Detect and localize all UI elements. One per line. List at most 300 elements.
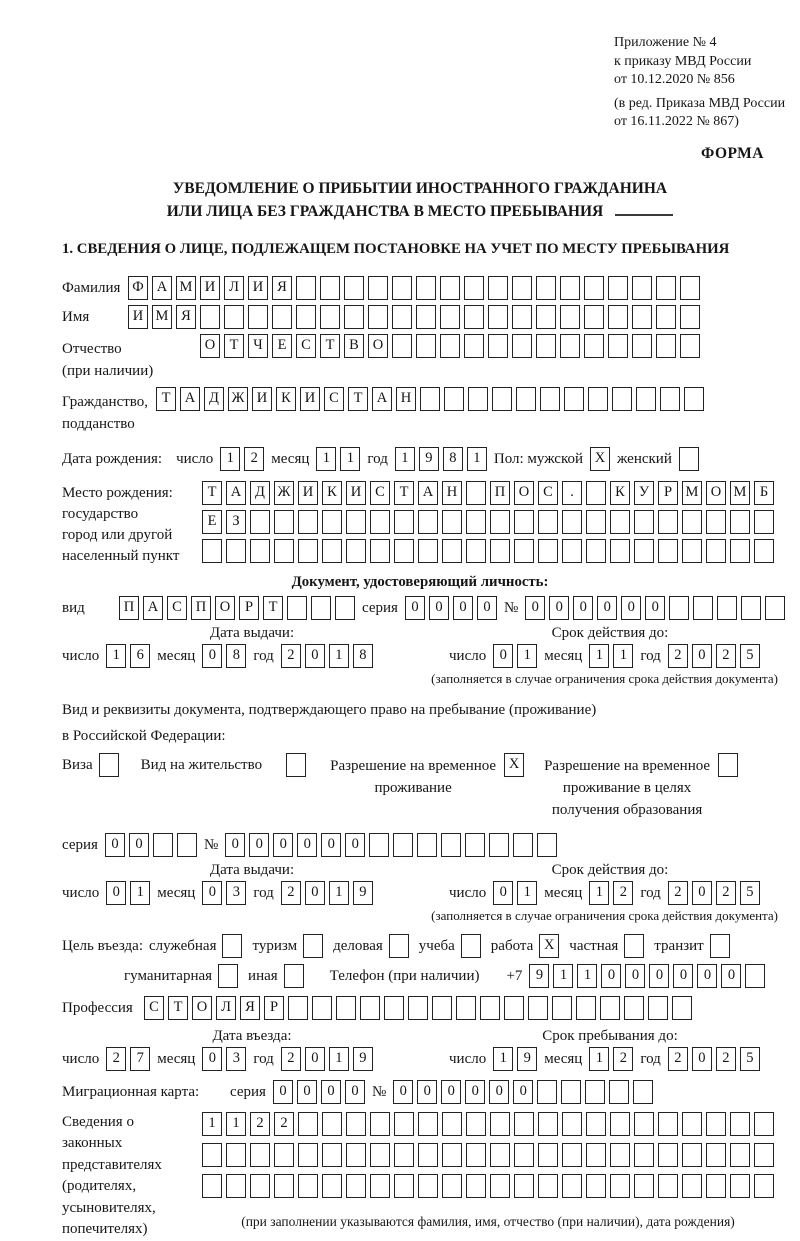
- cell[interactable]: [765, 596, 785, 620]
- cell[interactable]: [370, 1112, 390, 1136]
- purpose-business-checkbox[interactable]: [389, 934, 409, 958]
- cell[interactable]: 0: [721, 964, 741, 988]
- cell[interactable]: 0: [453, 596, 473, 620]
- cell[interactable]: 2: [668, 881, 688, 905]
- cell[interactable]: [536, 276, 556, 300]
- cell[interactable]: [288, 996, 308, 1020]
- cell[interactable]: [682, 1174, 702, 1198]
- cell[interactable]: 1: [467, 447, 487, 471]
- cell[interactable]: [730, 1174, 750, 1198]
- cell[interactable]: [418, 1112, 438, 1136]
- cell[interactable]: [286, 753, 306, 777]
- cell[interactable]: Н: [442, 481, 462, 505]
- cell[interactable]: 1: [220, 447, 240, 471]
- cell[interactable]: [656, 305, 676, 329]
- edu-residence-checkbox[interactable]: [718, 753, 738, 777]
- cell[interactable]: 2: [250, 1112, 270, 1136]
- cell[interactable]: Л: [224, 276, 244, 300]
- cell[interactable]: 0: [273, 1080, 293, 1104]
- cell[interactable]: Р: [658, 481, 678, 505]
- cell[interactable]: [536, 305, 556, 329]
- cell[interactable]: [492, 387, 512, 411]
- cell[interactable]: 0: [405, 596, 425, 620]
- cell[interactable]: [322, 1174, 342, 1198]
- cell[interactable]: [417, 833, 437, 857]
- cell[interactable]: [465, 833, 485, 857]
- cell[interactable]: [418, 539, 438, 563]
- cell[interactable]: [489, 833, 509, 857]
- cell[interactable]: [560, 276, 580, 300]
- cell[interactable]: 7: [130, 1047, 150, 1071]
- cell[interactable]: [552, 996, 572, 1020]
- cell[interactable]: [512, 334, 532, 358]
- cell[interactable]: [442, 539, 462, 563]
- cell[interactable]: [586, 539, 606, 563]
- cell[interactable]: 1: [226, 1112, 246, 1136]
- cell[interactable]: [346, 1112, 366, 1136]
- cell[interactable]: [303, 934, 323, 958]
- cell[interactable]: [584, 276, 604, 300]
- cell[interactable]: [513, 833, 533, 857]
- cell[interactable]: 6: [130, 644, 150, 668]
- cell[interactable]: О: [514, 481, 534, 505]
- birthplace-input-row-3[interactable]: [202, 539, 774, 563]
- cell[interactable]: [322, 510, 342, 534]
- cell[interactable]: [394, 1112, 414, 1136]
- cell[interactable]: Р: [239, 596, 259, 620]
- cell[interactable]: [392, 276, 412, 300]
- cell[interactable]: 9: [517, 1047, 537, 1071]
- cell[interactable]: 0: [429, 596, 449, 620]
- cell[interactable]: 1: [589, 1047, 609, 1071]
- cell[interactable]: 1: [106, 644, 126, 668]
- cell[interactable]: [682, 510, 702, 534]
- cell[interactable]: [706, 1112, 726, 1136]
- cell[interactable]: [389, 934, 409, 958]
- cell[interactable]: [585, 1080, 605, 1104]
- entry-month-input[interactable]: [202, 1047, 246, 1071]
- cell[interactable]: [514, 539, 534, 563]
- cell[interactable]: С: [324, 387, 344, 411]
- cell[interactable]: [634, 510, 654, 534]
- cell[interactable]: 2: [281, 881, 301, 905]
- cell[interactable]: 9: [353, 1047, 373, 1071]
- migration-number-input[interactable]: [393, 1080, 653, 1104]
- doc-valid-year-input[interactable]: [668, 644, 760, 668]
- cell[interactable]: [442, 1112, 462, 1136]
- cell[interactable]: С: [167, 596, 187, 620]
- visa-checkbox[interactable]: [99, 753, 119, 777]
- cell[interactable]: [538, 1174, 558, 1198]
- cell[interactable]: [440, 334, 460, 358]
- cell[interactable]: [536, 334, 556, 358]
- cell[interactable]: 1: [517, 881, 537, 905]
- cell[interactable]: [609, 1080, 629, 1104]
- cell[interactable]: М: [730, 481, 750, 505]
- cell[interactable]: [679, 447, 699, 471]
- cell[interactable]: 0: [305, 881, 325, 905]
- cell[interactable]: X: [539, 934, 559, 958]
- cell[interactable]: 2: [668, 644, 688, 668]
- cell[interactable]: [656, 276, 676, 300]
- cell[interactable]: 0: [513, 1080, 533, 1104]
- cell[interactable]: [416, 305, 436, 329]
- cell[interactable]: [658, 510, 678, 534]
- cell[interactable]: [200, 305, 220, 329]
- cell[interactable]: А: [372, 387, 392, 411]
- patronymic-input[interactable]: [200, 334, 700, 358]
- cell[interactable]: П: [490, 481, 510, 505]
- cell[interactable]: [274, 539, 294, 563]
- cell[interactable]: [384, 996, 404, 1020]
- cell[interactable]: [202, 539, 222, 563]
- name-input[interactable]: [128, 305, 700, 329]
- cell[interactable]: О: [192, 996, 212, 1020]
- cell[interactable]: [610, 1174, 630, 1198]
- cell[interactable]: [392, 334, 412, 358]
- cell[interactable]: 0: [477, 596, 497, 620]
- cell[interactable]: [461, 934, 481, 958]
- cell[interactable]: 0: [202, 881, 222, 905]
- cell[interactable]: [490, 1174, 510, 1198]
- cell[interactable]: [344, 276, 364, 300]
- cell[interactable]: И: [346, 481, 366, 505]
- cell[interactable]: [730, 539, 750, 563]
- cell[interactable]: [745, 964, 765, 988]
- cell[interactable]: [368, 276, 388, 300]
- entry-year-input[interactable]: [281, 1047, 373, 1071]
- cell[interactable]: [633, 1080, 653, 1104]
- cell[interactable]: [177, 833, 197, 857]
- purpose-private-checkbox[interactable]: [624, 934, 644, 958]
- cell[interactable]: 2: [274, 1112, 294, 1136]
- cell[interactable]: [538, 539, 558, 563]
- cell[interactable]: [560, 334, 580, 358]
- doc-number-input[interactable]: [525, 596, 785, 620]
- cell[interactable]: [488, 334, 508, 358]
- cell[interactable]: Д: [250, 481, 270, 505]
- cell[interactable]: М: [152, 305, 172, 329]
- cell[interactable]: [564, 387, 584, 411]
- cell[interactable]: [730, 510, 750, 534]
- cell[interactable]: [311, 596, 331, 620]
- cell[interactable]: И: [300, 387, 320, 411]
- residence-issue-day-input[interactable]: [106, 881, 150, 905]
- cell[interactable]: [672, 996, 692, 1020]
- cell[interactable]: Т: [202, 481, 222, 505]
- cell[interactable]: [298, 510, 318, 534]
- residence-number-input[interactable]: [225, 833, 557, 857]
- cell[interactable]: [480, 996, 500, 1020]
- stay-year-input[interactable]: [668, 1047, 760, 1071]
- cell[interactable]: 2: [668, 1047, 688, 1071]
- cell[interactable]: [394, 539, 414, 563]
- cell[interactable]: А: [152, 276, 172, 300]
- cell[interactable]: 0: [573, 596, 593, 620]
- cell[interactable]: [322, 539, 342, 563]
- cell[interactable]: 0: [697, 964, 717, 988]
- cell[interactable]: 0: [465, 1080, 485, 1104]
- cell[interactable]: [512, 276, 532, 300]
- residence-valid-day-input[interactable]: [493, 881, 537, 905]
- cell[interactable]: [634, 539, 654, 563]
- cell[interactable]: 2: [716, 881, 736, 905]
- purpose-study-checkbox[interactable]: [461, 934, 481, 958]
- cell[interactable]: 1: [316, 447, 336, 471]
- cell[interactable]: [464, 276, 484, 300]
- cell[interactable]: М: [682, 481, 702, 505]
- cell[interactable]: [730, 1112, 750, 1136]
- citizenship-input[interactable]: [156, 387, 704, 411]
- cell[interactable]: [504, 996, 524, 1020]
- cell[interactable]: 0: [417, 1080, 437, 1104]
- cell[interactable]: [440, 305, 460, 329]
- cell[interactable]: [298, 1112, 318, 1136]
- cell[interactable]: [669, 596, 689, 620]
- cell[interactable]: [250, 539, 270, 563]
- stay-month-input[interactable]: [589, 1047, 633, 1071]
- purpose-other-checkbox[interactable]: [284, 964, 304, 988]
- cell[interactable]: [346, 539, 366, 563]
- birth-day-input[interactable]: [220, 447, 264, 471]
- cell[interactable]: З: [226, 510, 246, 534]
- cell[interactable]: Т: [224, 334, 244, 358]
- cell[interactable]: [248, 305, 268, 329]
- cell[interactable]: [658, 1174, 678, 1198]
- cell[interactable]: [336, 996, 356, 1020]
- cell[interactable]: О: [706, 481, 726, 505]
- cell[interactable]: [442, 1174, 462, 1198]
- cell[interactable]: О: [215, 596, 235, 620]
- cell[interactable]: А: [180, 387, 200, 411]
- cell[interactable]: 0: [673, 964, 693, 988]
- birthplace-input-row-2[interactable]: [202, 510, 774, 534]
- cell[interactable]: [370, 1174, 390, 1198]
- cell[interactable]: 0: [273, 833, 293, 857]
- cell[interactable]: [394, 1174, 414, 1198]
- cell[interactable]: [560, 305, 580, 329]
- cell[interactable]: [442, 510, 462, 534]
- surname-input[interactable]: [128, 276, 700, 300]
- cell[interactable]: 0: [493, 644, 513, 668]
- cell[interactable]: 0: [441, 1080, 461, 1104]
- cell[interactable]: [741, 596, 761, 620]
- cell[interactable]: [610, 539, 630, 563]
- cell[interactable]: 1: [553, 964, 573, 988]
- cell[interactable]: [516, 387, 536, 411]
- cell[interactable]: В: [344, 334, 364, 358]
- cell[interactable]: [274, 510, 294, 534]
- cell[interactable]: [320, 305, 340, 329]
- cell[interactable]: [464, 334, 484, 358]
- cell[interactable]: [632, 334, 652, 358]
- cell[interactable]: [272, 305, 292, 329]
- cell[interactable]: [537, 1080, 557, 1104]
- cell[interactable]: [418, 510, 438, 534]
- cell[interactable]: [514, 1174, 534, 1198]
- cell[interactable]: Н: [396, 387, 416, 411]
- cell[interactable]: 2: [613, 1047, 633, 1071]
- cell[interactable]: 9: [419, 447, 439, 471]
- cell[interactable]: А: [226, 481, 246, 505]
- cell[interactable]: [370, 539, 390, 563]
- cell[interactable]: [335, 596, 355, 620]
- cell[interactable]: [634, 1112, 654, 1136]
- cell[interactable]: [346, 1174, 366, 1198]
- cell[interactable]: [680, 276, 700, 300]
- cell[interactable]: 9: [529, 964, 549, 988]
- cell[interactable]: 2: [716, 1047, 736, 1071]
- doc-type-input[interactable]: [119, 596, 355, 620]
- cell[interactable]: Я: [240, 996, 260, 1020]
- purpose-work-checkbox[interactable]: [539, 934, 559, 958]
- cell[interactable]: С: [144, 996, 164, 1020]
- cell[interactable]: [586, 1112, 606, 1136]
- cell[interactable]: [538, 1112, 558, 1136]
- cell[interactable]: К: [276, 387, 296, 411]
- cell[interactable]: [706, 1174, 726, 1198]
- cell[interactable]: [600, 996, 620, 1020]
- cell[interactable]: .: [562, 481, 582, 505]
- cell[interactable]: 0: [345, 833, 365, 857]
- cell[interactable]: [420, 387, 440, 411]
- cell[interactable]: [393, 833, 413, 857]
- cell[interactable]: [296, 276, 316, 300]
- cell[interactable]: [562, 1112, 582, 1136]
- cell[interactable]: П: [119, 596, 139, 620]
- cell[interactable]: [561, 1080, 581, 1104]
- cell[interactable]: Р: [264, 996, 284, 1020]
- cell[interactable]: [490, 539, 510, 563]
- temp-residence-checkbox[interactable]: [504, 753, 524, 777]
- cell[interactable]: [608, 276, 628, 300]
- representatives-input-row-1[interactable]: [202, 1112, 774, 1136]
- cell[interactable]: X: [504, 753, 524, 777]
- cell[interactable]: [608, 305, 628, 329]
- cell[interactable]: [432, 996, 452, 1020]
- cell[interactable]: И: [252, 387, 272, 411]
- cell[interactable]: [754, 510, 774, 534]
- cell[interactable]: [456, 996, 476, 1020]
- sex-male-checkbox[interactable]: [590, 447, 610, 471]
- cell[interactable]: О: [368, 334, 388, 358]
- cell[interactable]: [153, 833, 173, 857]
- cell[interactable]: 0: [649, 964, 669, 988]
- cell[interactable]: Ч: [248, 334, 268, 358]
- doc-valid-month-input[interactable]: [589, 644, 633, 668]
- cell[interactable]: [584, 305, 604, 329]
- cell[interactable]: [296, 305, 316, 329]
- cell[interactable]: [222, 934, 242, 958]
- cell[interactable]: [610, 510, 630, 534]
- cell[interactable]: [466, 481, 486, 505]
- cell[interactable]: [298, 539, 318, 563]
- purpose-tourism-checkbox[interactable]: [303, 934, 323, 958]
- cell[interactable]: [514, 1112, 534, 1136]
- cell[interactable]: [658, 539, 678, 563]
- cell[interactable]: 1: [613, 644, 633, 668]
- cell[interactable]: 1: [329, 881, 349, 905]
- cell[interactable]: 0: [225, 833, 245, 857]
- cell[interactable]: [648, 996, 668, 1020]
- cell[interactable]: [514, 510, 534, 534]
- cell[interactable]: 5: [740, 1047, 760, 1071]
- cell[interactable]: [608, 334, 628, 358]
- cell[interactable]: 1: [202, 1112, 222, 1136]
- cell[interactable]: [490, 510, 510, 534]
- cell[interactable]: Т: [320, 334, 340, 358]
- cell[interactable]: [394, 510, 414, 534]
- birthplace-input-row-1[interactable]: [202, 481, 774, 505]
- cell[interactable]: 0: [105, 833, 125, 857]
- cell[interactable]: [537, 833, 557, 857]
- cell[interactable]: [218, 964, 238, 988]
- cell[interactable]: X: [590, 447, 610, 471]
- cell[interactable]: [710, 934, 730, 958]
- cell[interactable]: Л: [216, 996, 236, 1020]
- cell[interactable]: [588, 387, 608, 411]
- cell[interactable]: [320, 276, 340, 300]
- cell[interactable]: [250, 1174, 270, 1198]
- cell[interactable]: [680, 305, 700, 329]
- cell[interactable]: Т: [168, 996, 188, 1020]
- cell[interactable]: 9: [353, 881, 373, 905]
- cell[interactable]: 1: [395, 447, 415, 471]
- cell[interactable]: Б: [754, 481, 774, 505]
- cell[interactable]: [612, 387, 632, 411]
- cell[interactable]: О: [200, 334, 220, 358]
- cell[interactable]: [488, 305, 508, 329]
- birth-year-input[interactable]: [395, 447, 487, 471]
- cell[interactable]: 0: [202, 1047, 222, 1071]
- cell[interactable]: 1: [329, 1047, 349, 1071]
- doc-issue-day-input[interactable]: [106, 644, 150, 668]
- cell[interactable]: [636, 387, 656, 411]
- cell[interactable]: [562, 539, 582, 563]
- cell[interactable]: 0: [597, 596, 617, 620]
- cell[interactable]: [464, 305, 484, 329]
- cell[interactable]: 0: [692, 644, 712, 668]
- cell[interactable]: С: [370, 481, 390, 505]
- cell[interactable]: Ж: [228, 387, 248, 411]
- cell[interactable]: 8: [226, 644, 246, 668]
- residence-valid-month-input[interactable]: [589, 881, 633, 905]
- cell[interactable]: [250, 510, 270, 534]
- cell[interactable]: 2: [613, 881, 633, 905]
- residence-issue-month-input[interactable]: [202, 881, 246, 905]
- cell[interactable]: 2: [716, 644, 736, 668]
- cell[interactable]: [202, 1174, 222, 1198]
- cell[interactable]: [226, 539, 246, 563]
- cell[interactable]: [562, 1174, 582, 1198]
- cell[interactable]: И: [128, 305, 148, 329]
- cell[interactable]: 3: [226, 1047, 246, 1071]
- cell[interactable]: Т: [348, 387, 368, 411]
- cell[interactable]: [576, 996, 596, 1020]
- cell[interactable]: М: [176, 276, 196, 300]
- cell[interactable]: [632, 305, 652, 329]
- cell[interactable]: 1: [493, 1047, 513, 1071]
- doc-issue-year-input[interactable]: [281, 644, 373, 668]
- residence-issue-year-input[interactable]: [281, 881, 373, 905]
- cell[interactable]: 0: [321, 833, 341, 857]
- cell[interactable]: [684, 387, 704, 411]
- birth-month-input[interactable]: [316, 447, 360, 471]
- cell[interactable]: 0: [393, 1080, 413, 1104]
- cell[interactable]: [658, 1112, 678, 1136]
- cell[interactable]: [754, 1174, 774, 1198]
- cell[interactable]: [298, 1174, 318, 1198]
